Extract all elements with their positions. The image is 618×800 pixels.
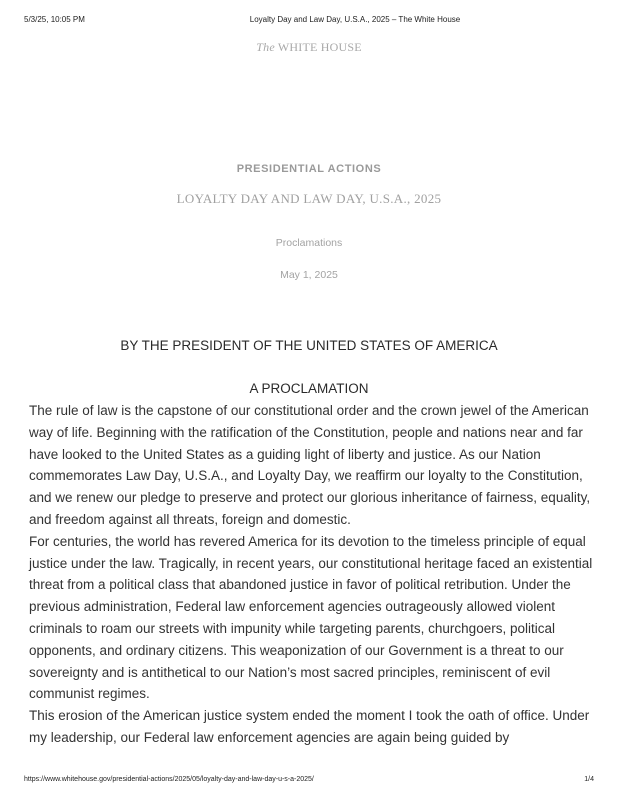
paragraph: The rule of law is the capstone of our constitutional order and the crown jewel of the American way of life. Beginning with the ratification of the Constitution, people and nations near and far have looked to the United States as a guiding light of liberty and justice. As our Nation commemorates Law Day, U.S.A., and Loyalty Day, we reaffirm our loyalty to the Constitution, and we renew our pledge to preserve and protect our glorious inheritance of fairness, equality, and freedom against all threats, foreign and domestic. (29, 403, 591, 527)
print-datetime: 5/3/25, 10:05 PM (24, 15, 85, 24)
paragraph: This erosion of the American justice system ended the moment I took the oath of office. Under my leadership, our Federal law enforcement agencies are again being guided by (29, 708, 590, 745)
section-label[interactable]: PRESIDENTIAL ACTIONS (236, 163, 382, 175)
by-line: BY THE PRESIDENT OF THE UNITED STATES OF AMERICA (120, 338, 498, 353)
category-link[interactable]: Proclamations (275, 237, 343, 249)
print-url: https://www.whitehouse.gov/presidential-actions/2025/05/loyalty-day-and-law-day-u-s-a-2025/ (24, 776, 314, 783)
publish-date: May 1, 2025 (280, 269, 338, 281)
print-page-title: Loyalty Day and Law Day, U.S.A., 2025 – The White House (249, 15, 461, 24)
white-house-logo[interactable] (0, 40, 618, 55)
logo-name: WHITE HOUSE (277, 40, 362, 54)
proclamation-heading: A PROCLAMATION (249, 381, 369, 396)
logo-prefix: The (256, 40, 275, 54)
page-title: LOYALTY DAY AND LAW DAY, U.S.A., 2025 (176, 191, 442, 206)
article-body (29, 400, 594, 749)
paragraph: For centuries, the world has revered America for its devotion to the timeless principle of equal justice under the law. Tragically, in recent years, our constitutional heritage faced an existential threat from a political class that abandoned justice in favor of political retribution. Under the previous administration, Federal law enforcement agencies outrageously allowed violent criminals to roam our streets with impunity while targeting parents, churchgoers, political opponents, and ordinary citizens. This weaponization of our Government is a threat to our sovereignty and is antithetical to our Nation’s most sacred principles, reminiscent of evil communist regimes. (29, 533, 593, 702)
page-number: 1/4 (584, 776, 594, 783)
